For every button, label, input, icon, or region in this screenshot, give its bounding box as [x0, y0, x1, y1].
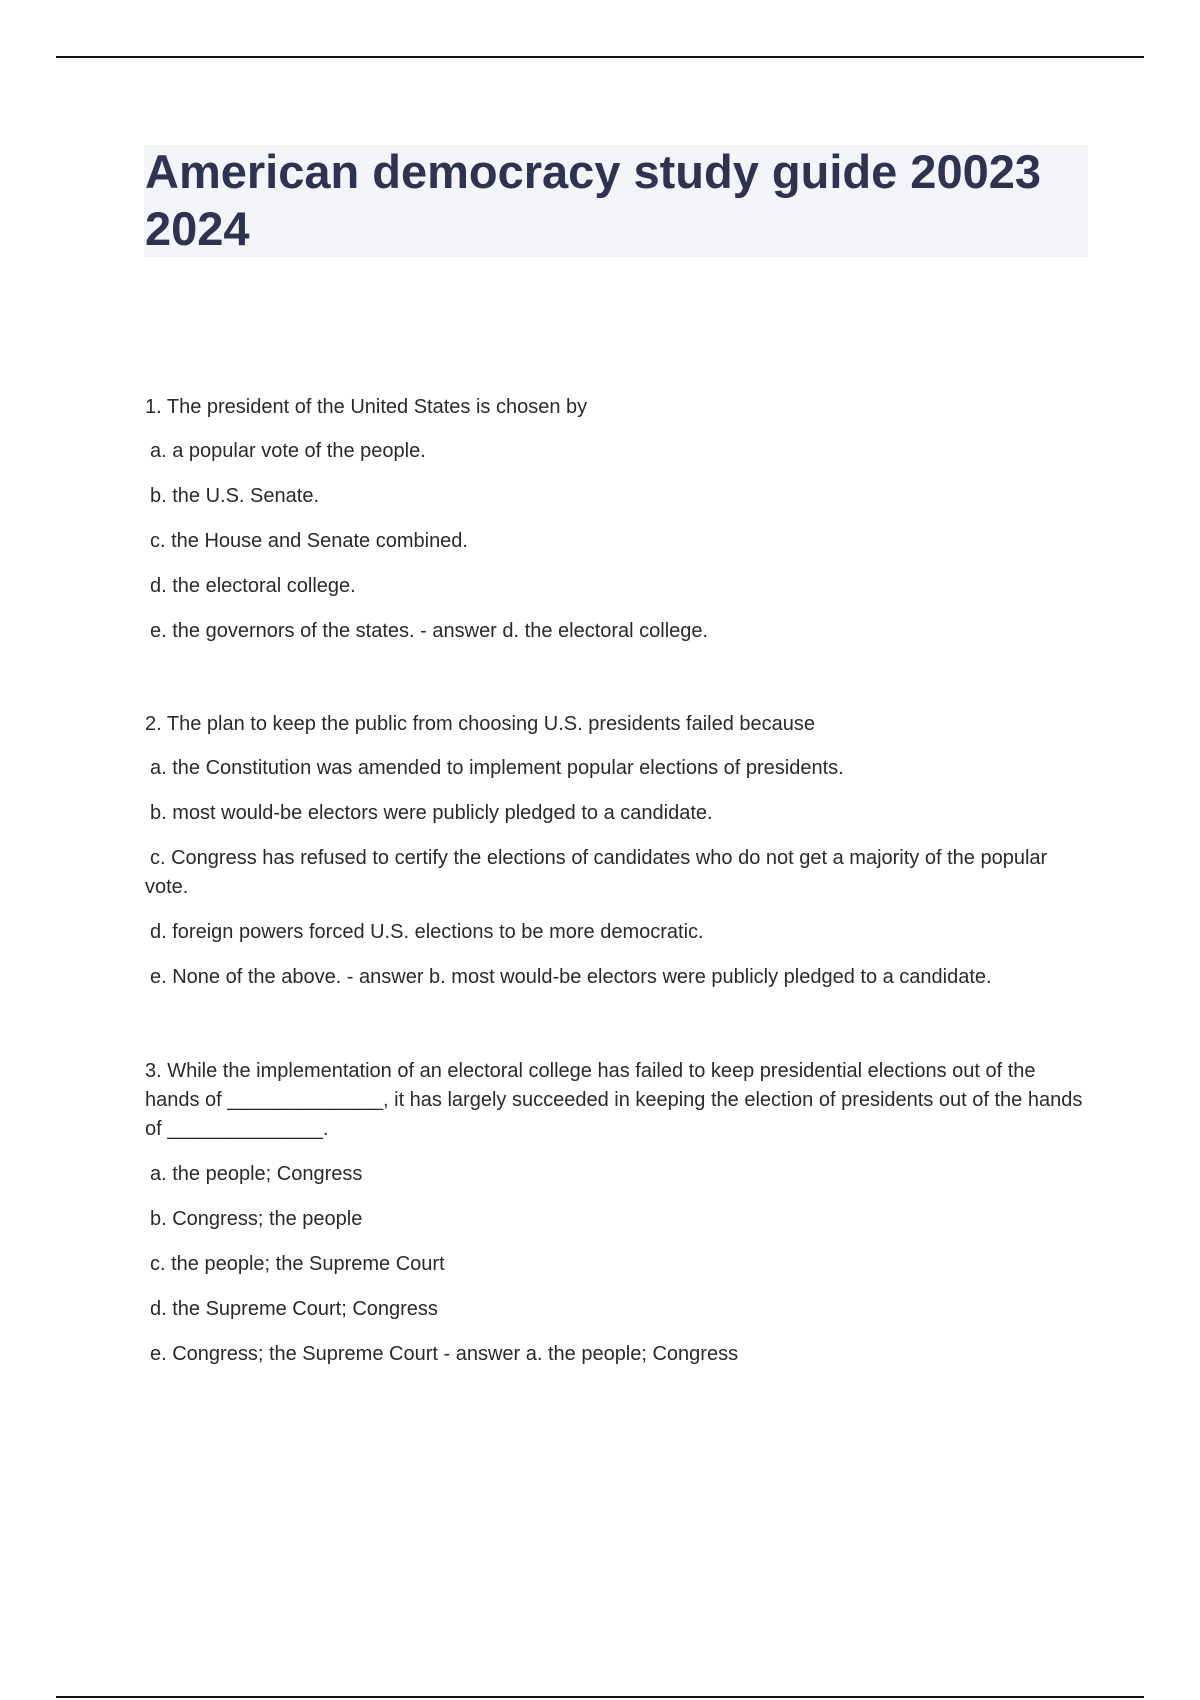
page-title: American democracy study guide 20023 2024: [145, 145, 1042, 255]
question-stem: 2. The plan to keep the public from choosing U.S. presidents failed because: [145, 713, 816, 735]
answer-option: d. the Supreme Court; Congress: [150, 1298, 438, 1320]
question-stem: 3. While the implementation of an electoral college has failed to keep presidential elections out of the hands of ______________, it has largely succeeded in keeping the election of presidents out of the hands of ______________.: [145, 1060, 1083, 1140]
answer-option: e. Congress; the Supreme Court - answer a. the people; Congress: [150, 1343, 739, 1365]
answer-option: a. a popular vote of the people.: [150, 440, 426, 462]
answer-option: b. the U.S. Senate.: [150, 485, 319, 507]
page-bottom-rule: [56, 1696, 1144, 1698]
answer-option: d. the electoral college.: [150, 575, 356, 597]
answer-option: c. the House and Senate combined.: [150, 530, 468, 552]
answer-option: e. the governors of the states. - answer d. the electoral college.: [150, 620, 709, 642]
answer-option: e. None of the above. - answer b. most would-be electors were publicly pledged to a candidate.: [150, 966, 992, 988]
answer-option: d. foreign powers forced U.S. elections to be more democratic.: [150, 921, 704, 943]
answer-option: c. the people; the Supreme Court: [150, 1253, 445, 1275]
answer-option: a. the Constitution was amended to implement popular elections of presidents.: [150, 757, 844, 779]
answer-option: c. Congress has refused to certify the elections of candidates who do not get a majority of the popular vote.: [145, 847, 1048, 898]
question-2: [145, 710, 1090, 992]
page-top-rule: [56, 56, 1144, 58]
question-1: [145, 393, 1090, 646]
question-3: [145, 1057, 1090, 1369]
question-stem: 1. The president of the United States is chosen by: [145, 396, 588, 418]
answer-option: a. the people; Congress: [150, 1163, 363, 1185]
answer-option: b. Congress; the people: [150, 1208, 363, 1230]
answer-option: b. most would-be electors were publicly pledged to a candidate.: [150, 802, 713, 824]
